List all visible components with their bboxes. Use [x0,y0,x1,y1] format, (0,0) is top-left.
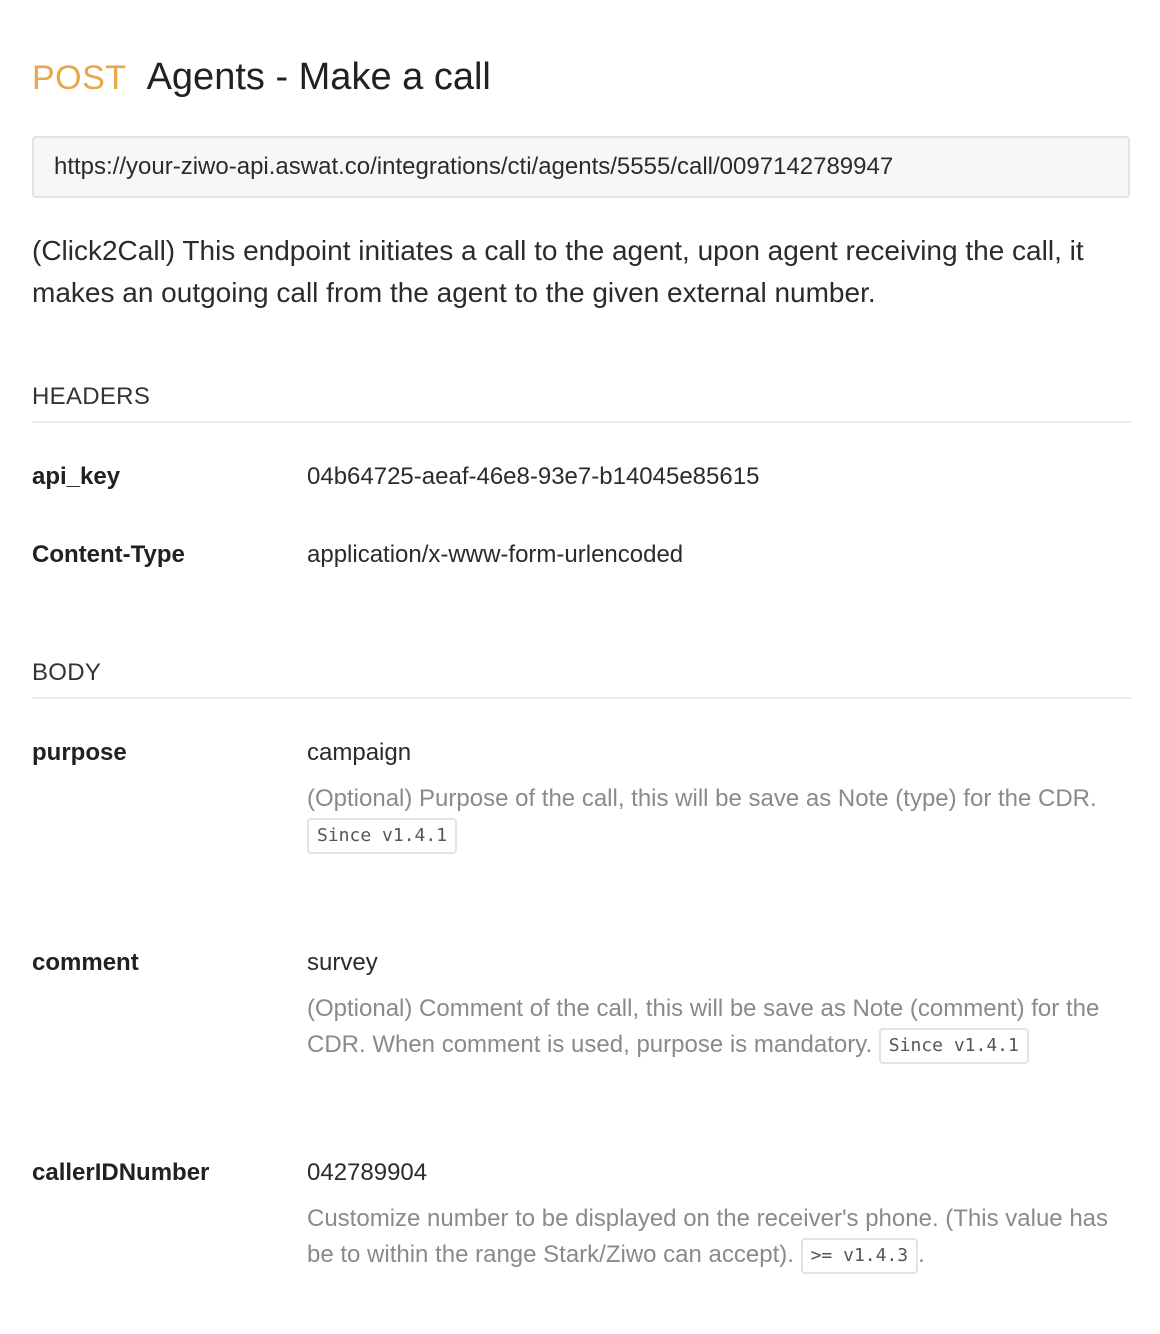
param-value-column [307,541,1132,569]
param-key: api_key [32,463,121,490]
endpoint-header [32,56,491,99]
headers-section-title: HEADERS [32,383,1132,423]
param-value[interactable]: 04b64725-aeaf-46e8-93e7-b14045e85615 [307,463,760,490]
param-description-text: Customize number to be displayed on the receiver's phone. (This value has be to within the range Stark/Ziwo can accept). [307,1205,1109,1268]
request-url[interactable]: https://your-ziwo-api.aswat.co/integrations/cti/agents/5555/call/0097142789947 [54,153,894,180]
param-value-column [307,1159,1132,1274]
param-value[interactable]: 042789904 [307,1159,428,1186]
body-section-title: BODY [32,659,1132,699]
endpoint-title: Agents - Make a call [146,56,491,98]
param-description [307,991,1132,1064]
version-badge: Since v1.4.1 [307,818,457,854]
version-badge: >= v1.4.3 [801,1238,919,1274]
param-key: Content-Type [32,541,185,568]
description-suffix: . [918,1241,925,1268]
endpoint-description: (Click2Call) This endpoint initiates a call to the agent, upon agent receiving the call, it makes an outgoing call from the agent to the given external number. [32,235,1084,308]
param-key: purpose [32,739,127,766]
param-value[interactable]: campaign [307,739,412,766]
param-value-column [307,739,1132,854]
param-value[interactable]: survey [307,949,378,976]
param-description [307,781,1132,854]
param-key: comment [32,949,139,976]
param-value[interactable]: application/x-www-form-urlencoded [307,541,684,568]
param-description-text: (Optional) Comment of the call, this will be save as Note (comment) for the CDR. When comment is used, purpose is mandatory. [307,995,1100,1058]
request-url-box[interactable] [32,136,1130,198]
param-value-column [307,463,1132,491]
http-method-label: POST [32,59,127,97]
param-description [307,1201,1132,1274]
version-badge: Since v1.4.1 [879,1028,1029,1064]
param-key: callerIDNumber [32,1159,210,1186]
param-value-column [307,949,1132,1064]
param-description-text: (Optional) Purpose of the call, this will be save as Note (type) for the CDR. [307,785,1097,812]
